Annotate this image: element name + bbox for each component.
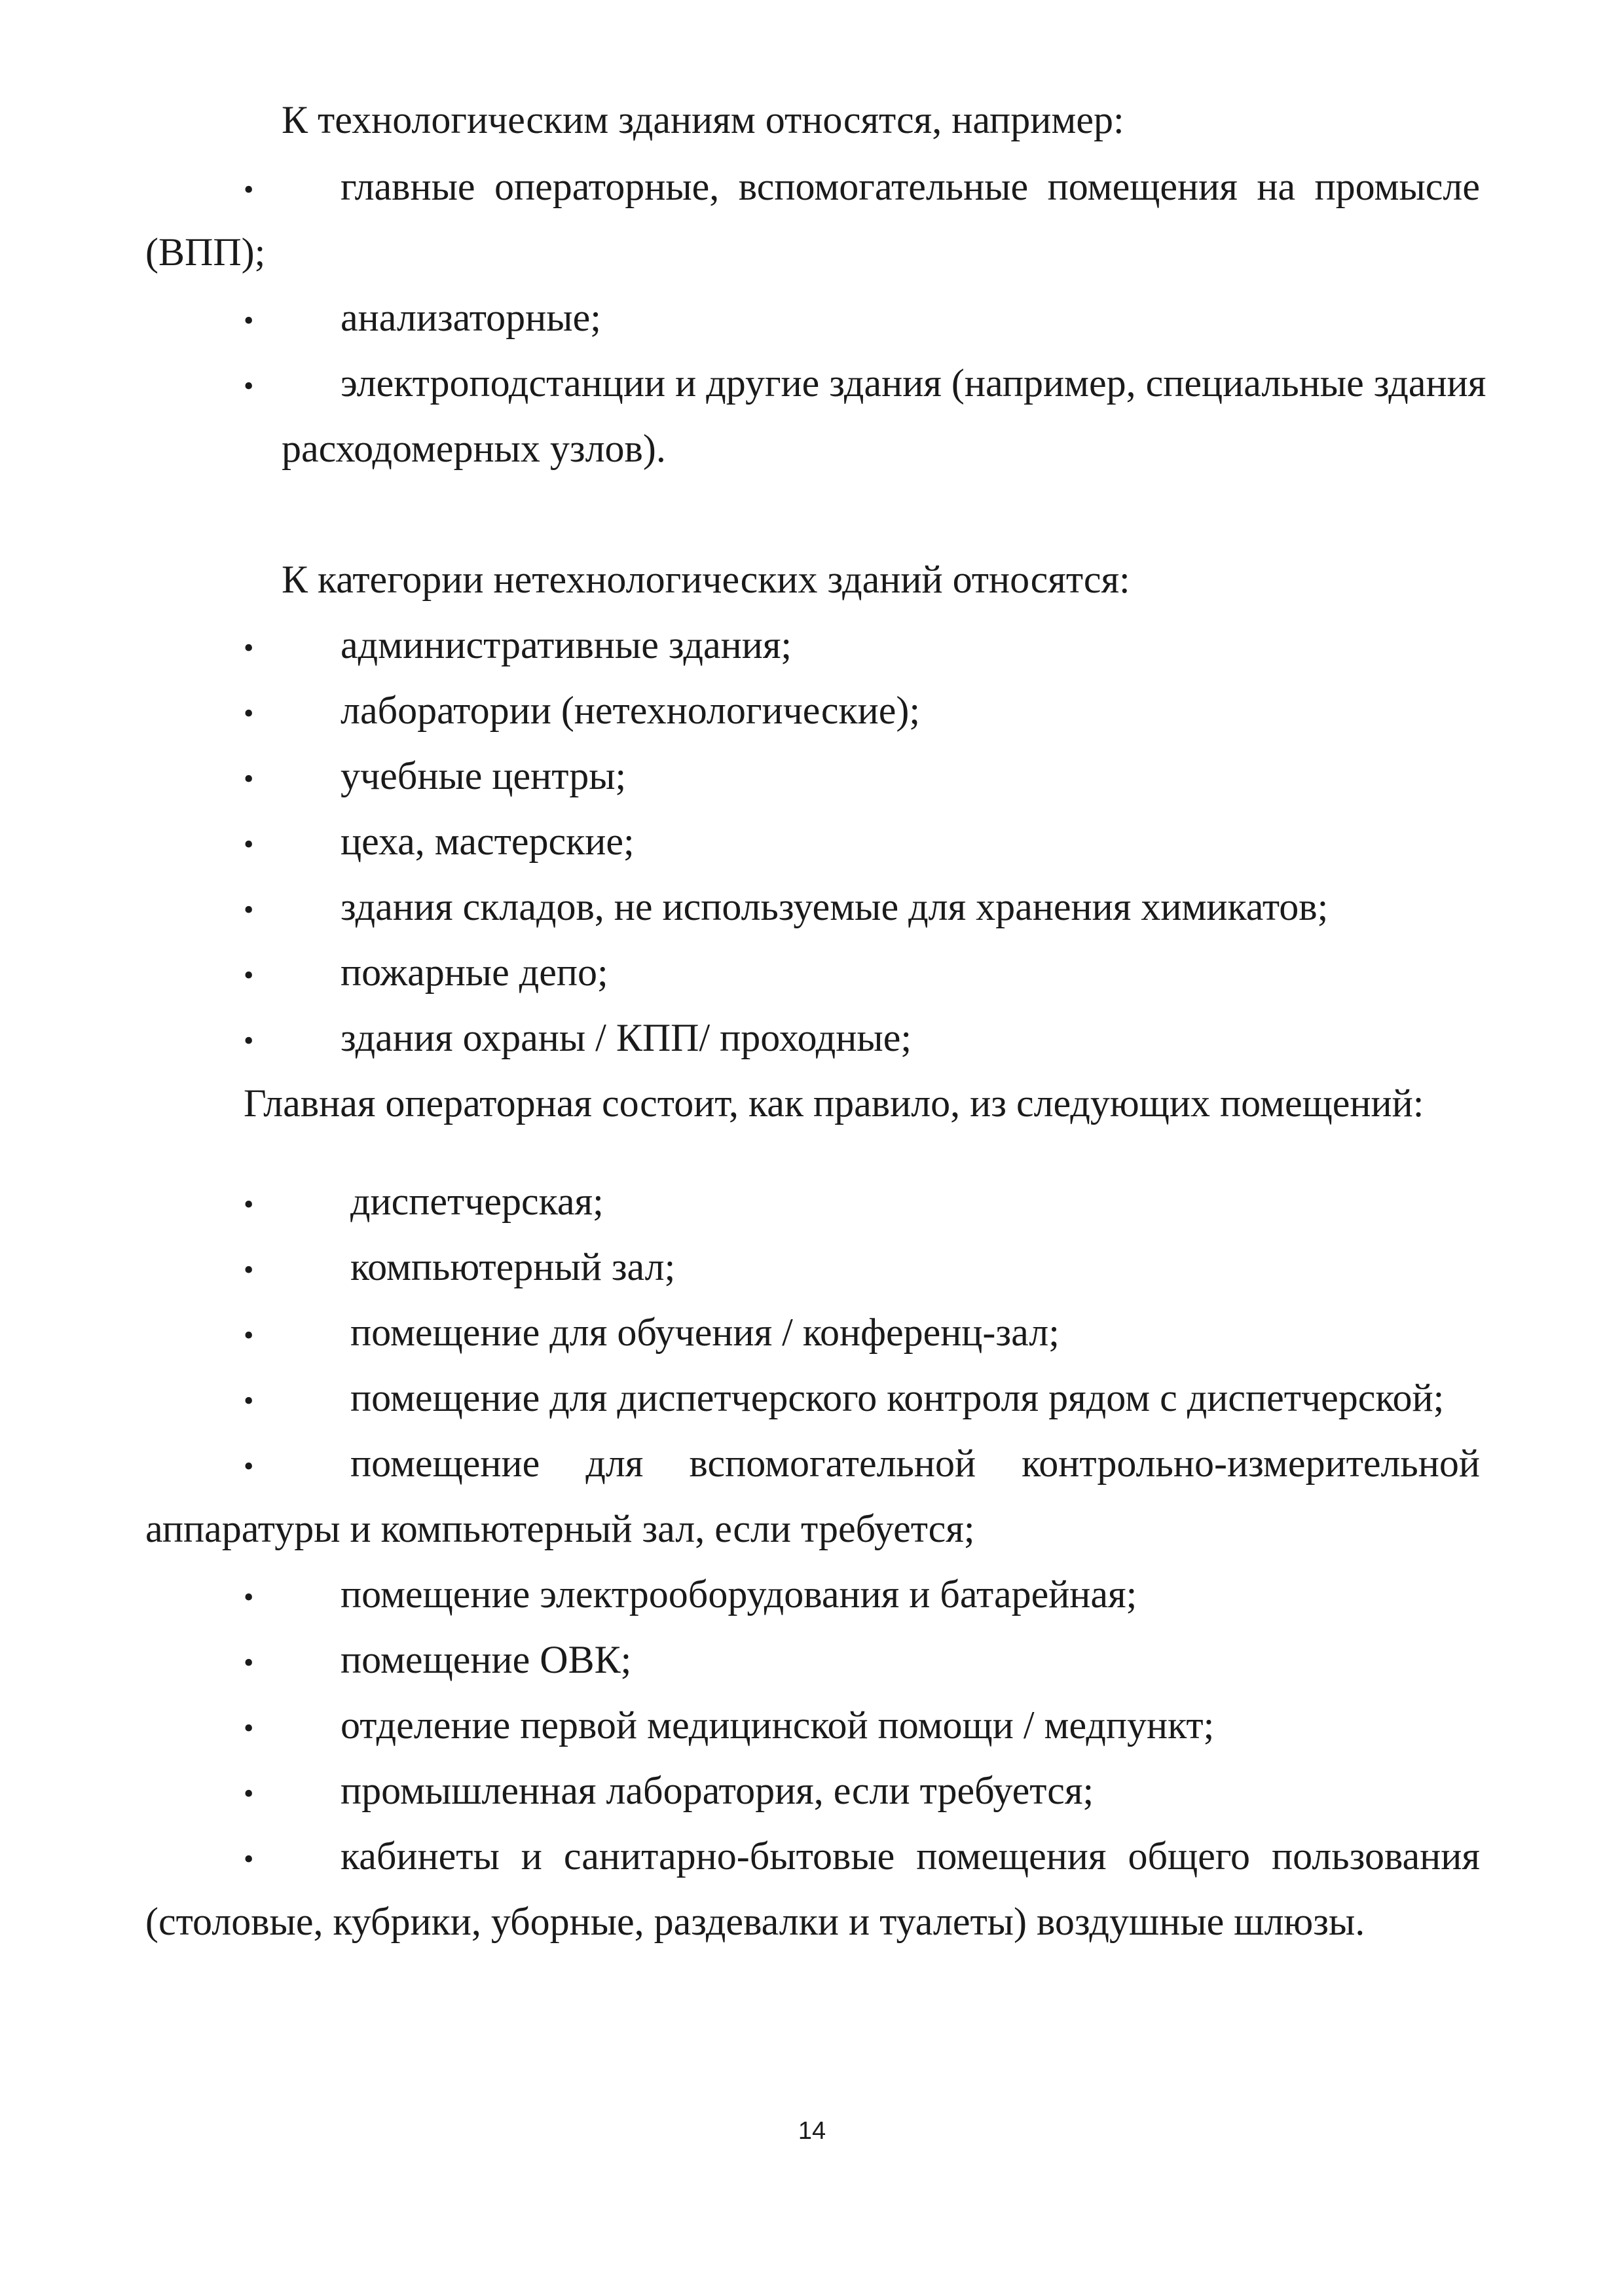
list-item-operator-4: помещение для диспетчерского контроля рядом с диспетчерской; xyxy=(350,1376,1445,1419)
bullet-icon: • xyxy=(244,173,254,206)
bullet-icon: • xyxy=(244,1581,254,1613)
word: помещения xyxy=(916,1834,1107,1878)
word: на xyxy=(1257,165,1296,208)
list-item-operator-6: помещение электрооборудования и батарейная; xyxy=(341,1573,1137,1616)
bullet-icon: • xyxy=(244,1843,254,1875)
word: и xyxy=(521,1834,542,1878)
word: главные xyxy=(341,165,475,208)
list-item-tech-1-continuation: (ВПП); xyxy=(145,230,266,274)
word: промысле xyxy=(1314,165,1480,208)
list-item-tech-2: анализаторные; xyxy=(341,296,601,339)
bullet-icon: • xyxy=(244,370,254,402)
list-item-nontech-2: лаборатории (нетехнологические); xyxy=(341,689,921,732)
list-item-operator-9: промышленная лаборатория, если требуется; xyxy=(341,1769,1094,1812)
bullet-icon: • xyxy=(244,632,254,664)
intro-technological: К технологическим зданиям относятся, например: xyxy=(282,98,1124,141)
bullet-icon: • xyxy=(244,1647,254,1679)
list-item-operator-7: помещение ОВК; xyxy=(341,1638,632,1681)
bullet-icon: • xyxy=(244,697,254,729)
list-item-operator-1: диспетчерская; xyxy=(350,1180,604,1223)
bullet-icon: • xyxy=(244,304,254,337)
list-item-operator-3: помещение для обучения / конференц-зал; xyxy=(350,1311,1060,1354)
list-item-tech-3-continuation: расходомерных узлов). xyxy=(282,427,666,470)
list-item-tech-1 xyxy=(341,164,1480,210)
word: пользования xyxy=(1271,1834,1480,1878)
bullet-icon: • xyxy=(244,1385,254,1417)
list-item-operator-10 xyxy=(341,1833,1480,1879)
bullet-icon: • xyxy=(244,1254,254,1286)
list-item-operator-8: отделение первой медицинской помощи / медпункт; xyxy=(341,1704,1215,1747)
bullet-icon: • xyxy=(244,1777,254,1810)
word: вспомогательной xyxy=(689,1442,976,1485)
word: кабинеты xyxy=(341,1834,500,1878)
bullet-icon: • xyxy=(244,1319,254,1351)
intro-operator-room: Главная операторная состоит, как правило, из следующих помещений: xyxy=(244,1082,1424,1125)
word: общего xyxy=(1128,1834,1250,1878)
bullet-icon: • xyxy=(244,1712,254,1744)
list-item-nontech-5: здания складов, не используемые для хранения химикатов; xyxy=(341,885,1329,928)
bullet-icon: • xyxy=(244,959,254,991)
bullet-icon: • xyxy=(244,894,254,926)
intro-nontechnological: К категории нетехнологических зданий относятся: xyxy=(282,558,1130,601)
bullet-icon: • xyxy=(244,828,254,860)
word: операторные, xyxy=(494,165,720,208)
word: санитарно-бытовые xyxy=(563,1834,895,1878)
word: вспомогательные xyxy=(738,165,1029,208)
word: контрольно-измерительной xyxy=(1022,1442,1480,1485)
list-item-tech-3: электроподстанции и другие здания (например, специальные здания xyxy=(341,361,1486,405)
list-item-nontech-3: учебные центры; xyxy=(341,754,627,797)
list-item-operator-10-continuation: (столовые, кубрики, уборные, раздевалки и туалеты) воздушные шлюзы. xyxy=(145,1900,1365,1943)
bullet-icon: • xyxy=(244,1025,254,1057)
list-item-nontech-6: пожарные депо; xyxy=(341,951,608,994)
list-item-nontech-7: здания охраны / КПП/ проходные; xyxy=(341,1016,912,1059)
list-item-nontech-1: административные здания; xyxy=(341,623,792,666)
word: помещение xyxy=(350,1442,540,1485)
bullet-icon: • xyxy=(244,1450,254,1482)
list-item-operator-5-continuation: аппаратуры и компьютерный зал, если требуется; xyxy=(145,1507,975,1550)
page-number: 14 xyxy=(798,2117,826,2145)
bullet-icon: • xyxy=(244,1188,254,1220)
bullet-icon: • xyxy=(244,763,254,795)
list-item-operator-5 xyxy=(350,1440,1480,1486)
word: помещения xyxy=(1047,165,1238,208)
list-item-nontech-4: цеха, мастерские; xyxy=(341,820,635,863)
word: для xyxy=(585,1442,644,1485)
list-item-operator-2: компьютерный зал; xyxy=(350,1245,676,1288)
